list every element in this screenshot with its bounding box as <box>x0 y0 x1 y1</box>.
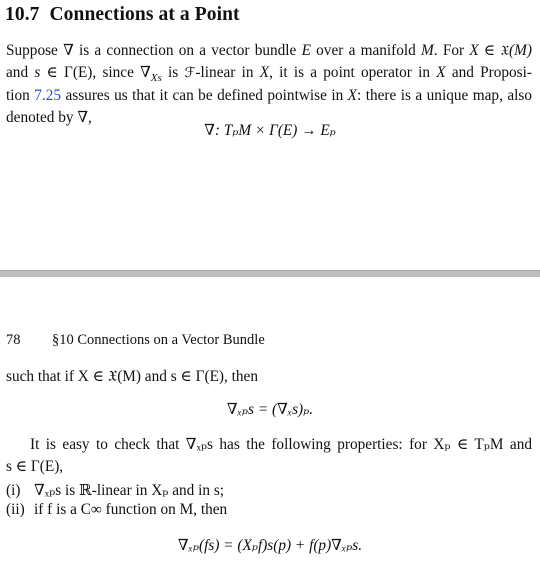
item-label: (ii) <box>6 501 25 518</box>
page-top <box>0 0 540 270</box>
display-equation-3: ∇ₓₚ(fs) = (Xₚf)s(p) + f(p)∇ₓₚs. <box>177 537 363 554</box>
page-separator <box>0 270 540 277</box>
page-number: 78 <box>6 332 21 348</box>
chapter-header: §10 Connections on a Vector Bundle <box>52 332 265 348</box>
item-label: (i) <box>6 482 21 499</box>
intro-line-3: tion 7.25 assures us that it can be defined pointwise in X: there is a unique map, also <box>6 87 532 104</box>
page-bottom <box>0 277 540 566</box>
properties-line-1: It is easy to check that ∇ₓₚs has the following properties: for Xₚ ∈ TₚM and <box>30 436 532 453</box>
properties-paragraph <box>6 434 532 478</box>
item-text: ∇ₓₚs is ℝ-linear in Xₚ and in s; <box>34 482 225 499</box>
item-text: if f is a C∞ function on M, then <box>34 501 228 518</box>
display-equation-2: ∇ₓₚs = (∇ₓs)ₚ. <box>226 401 314 418</box>
intro-line-4: denoted by ∇, <box>6 109 92 126</box>
such-that-line: such that if X ∈ 𝔛(M) and s ∈ Γ(E), then <box>6 368 258 385</box>
properties-line-2: s ∈ Γ(E), <box>6 458 64 475</box>
intro-line-2: and s ∈ Γ(E), since $\nabla_{Xs}$ is ℱ-linear in X, it is a point operator in X and Proposi- <box>6 64 532 84</box>
display-equation-1: ∇: TₚM × Γ(E) → Eₚ <box>204 122 336 139</box>
section-title <box>5 4 240 26</box>
intro-line-1: Suppose ∇ is a connection on a vector bundle E over a manifold M. For X ∈ 𝔛(M) <box>6 42 532 59</box>
section-heading: Connections at a Point <box>49 4 240 25</box>
section-number: 10.7 <box>5 4 40 25</box>
property-item-1 <box>6 481 224 500</box>
proposition-link[interactable]: 7.25 <box>34 87 62 104</box>
property-item-2 <box>6 501 227 519</box>
intro-paragraph <box>6 40 532 129</box>
running-header <box>6 332 265 349</box>
